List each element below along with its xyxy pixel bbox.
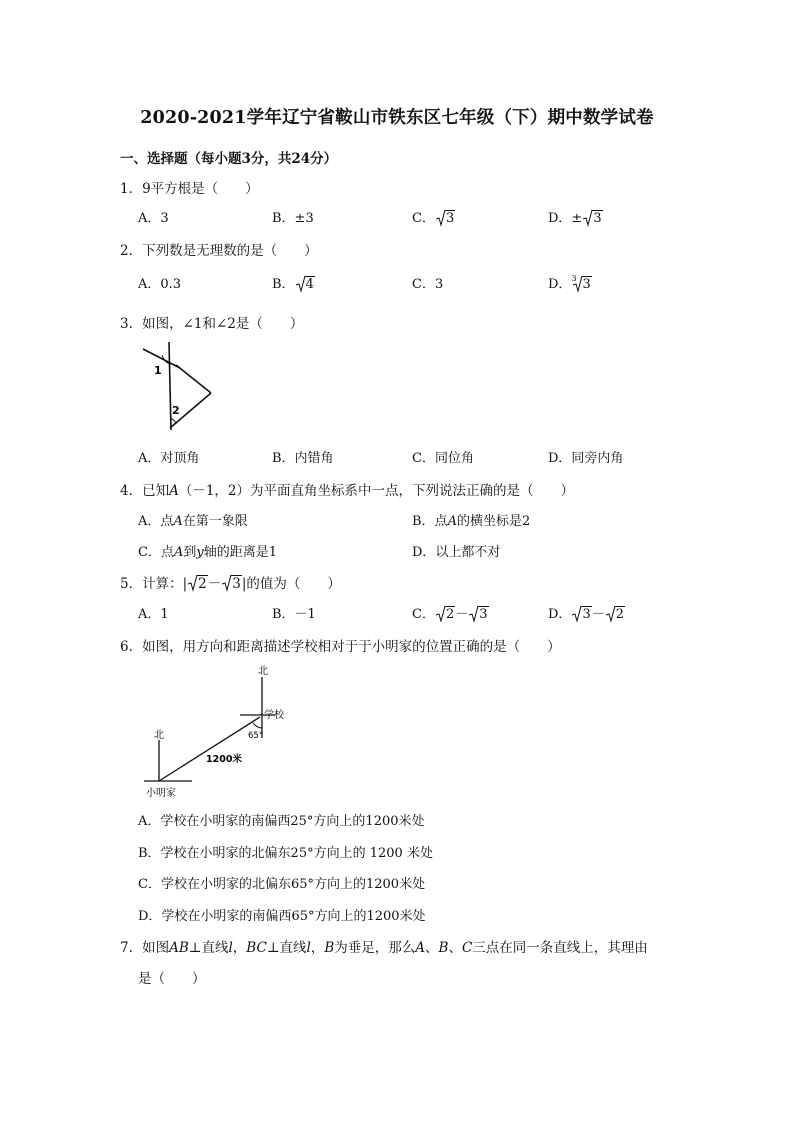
q1-option-a: A．3 — [138, 211, 169, 226]
cube-root-index: 3 — [571, 274, 577, 283]
north-label-top: 北 — [258, 666, 268, 677]
cbrt-symbol: 3 — [573, 277, 592, 292]
school-label: 学校 — [264, 710, 284, 721]
question-7-stem-line2: 是（ ） — [138, 971, 206, 987]
angle-1-label: 1 — [154, 364, 162, 377]
q5-option-d: D． 3－ 2 — [548, 607, 625, 622]
q4-option-c: C．点A到y轴的距离是1 — [138, 545, 277, 560]
q1-option-d: D．± 3 — [548, 211, 602, 226]
q2-option-d: D．$^3$ 3 — [548, 274, 591, 292]
angle-65-arc — [253, 723, 262, 728]
q3-option-b: B．内错角 — [272, 451, 334, 466]
question-3-stem: 3．如图，∠1和∠2是（ ） — [120, 316, 304, 332]
q3-option-d: D．同旁内角 — [548, 451, 624, 466]
question-6-stem: 6．如图，用方向和距离描述学校相对于于小明家的位置正确的是（ ） — [120, 639, 561, 655]
question-4-stem: 4．已知A（－1，2）为平面直角坐标系中一点，下列说法正确的是（ ） — [120, 483, 575, 499]
q6-option-a: A．学校在小明家的南偏西25°方向上的1200米处 — [138, 814, 425, 829]
q3-option-c: C．同位角 — [412, 451, 474, 466]
home-label: 小明家 — [146, 788, 176, 799]
question-5-stem: 5．计算：| 2－ 3|的值为（ ） — [120, 576, 341, 592]
q4-option-b: B．点A的横坐标是2 — [412, 514, 531, 529]
sqrt-symbol: 3 — [572, 607, 591, 622]
sqrt-symbol: 3 — [436, 211, 455, 226]
q5-option-b: B．－1 — [272, 607, 316, 622]
sqrt-symbol: 4 — [296, 277, 315, 292]
sqrt-symbol: 2 — [188, 576, 208, 592]
question-2-stem: 2．下列数是无理数的是（ ） — [120, 243, 318, 259]
question-1-stem: 1．9平方根是（ ） — [120, 181, 259, 197]
q3-option-a: A．对顶角 — [138, 451, 200, 466]
q6-option-b: B．学校在小明家的北偏东25°方向上的 1200 米处 — [138, 846, 433, 861]
angle-figure — [140, 340, 220, 435]
section-heading: 一、选择题（每小题3分，共24分） — [120, 151, 338, 167]
sqrt-symbol: 3 — [469, 607, 488, 622]
sqrt-symbol: 3 — [222, 576, 242, 592]
q2-option-b: B． 4 — [272, 277, 314, 292]
q1-option-c: C． 3 — [412, 211, 455, 226]
direction-figure — [140, 660, 300, 800]
sqrt-symbol: 2 — [436, 607, 455, 622]
angle-2-label: 2 — [172, 404, 180, 417]
q1-option-b: B．±3 — [272, 211, 314, 226]
distance-label: 1200米 — [206, 754, 242, 765]
q5-option-a: A．1 — [138, 607, 169, 622]
sqrt-symbol: 2 — [606, 607, 625, 622]
sqrt-symbol: 3 — [583, 211, 602, 226]
q5-option-c: C． 2－ 3 — [412, 607, 488, 622]
angle-label: 65° — [248, 731, 264, 741]
q6-option-d: D．学校在小明家的南偏西65°方向上的1200米处 — [138, 909, 426, 924]
question-7-stem: 7．如图AB⊥直线l，BC⊥直线l，B为垂足，那么A、B、C三点在同一条直线上，其理由 — [120, 940, 648, 956]
q4-option-d: D．以上都不对 — [412, 545, 501, 560]
q2-option-a: A．0.3 — [138, 277, 182, 292]
q4-option-a: A．点A在第一象限 — [138, 514, 248, 529]
triangle-upper-side — [176, 365, 211, 393]
route-line — [159, 717, 260, 781]
q6-option-c: C．学校在小明家的北偏东65°方向上的1200米处 — [138, 877, 426, 892]
paper-title: 2020-2021学年辽宁省鞍山市铁东区七年级（下）期中数学试卷 — [140, 108, 654, 128]
vertical-line — [169, 342, 171, 430]
q2-option-c: C．3 — [412, 277, 444, 292]
north-label-left: 北 — [154, 730, 164, 741]
